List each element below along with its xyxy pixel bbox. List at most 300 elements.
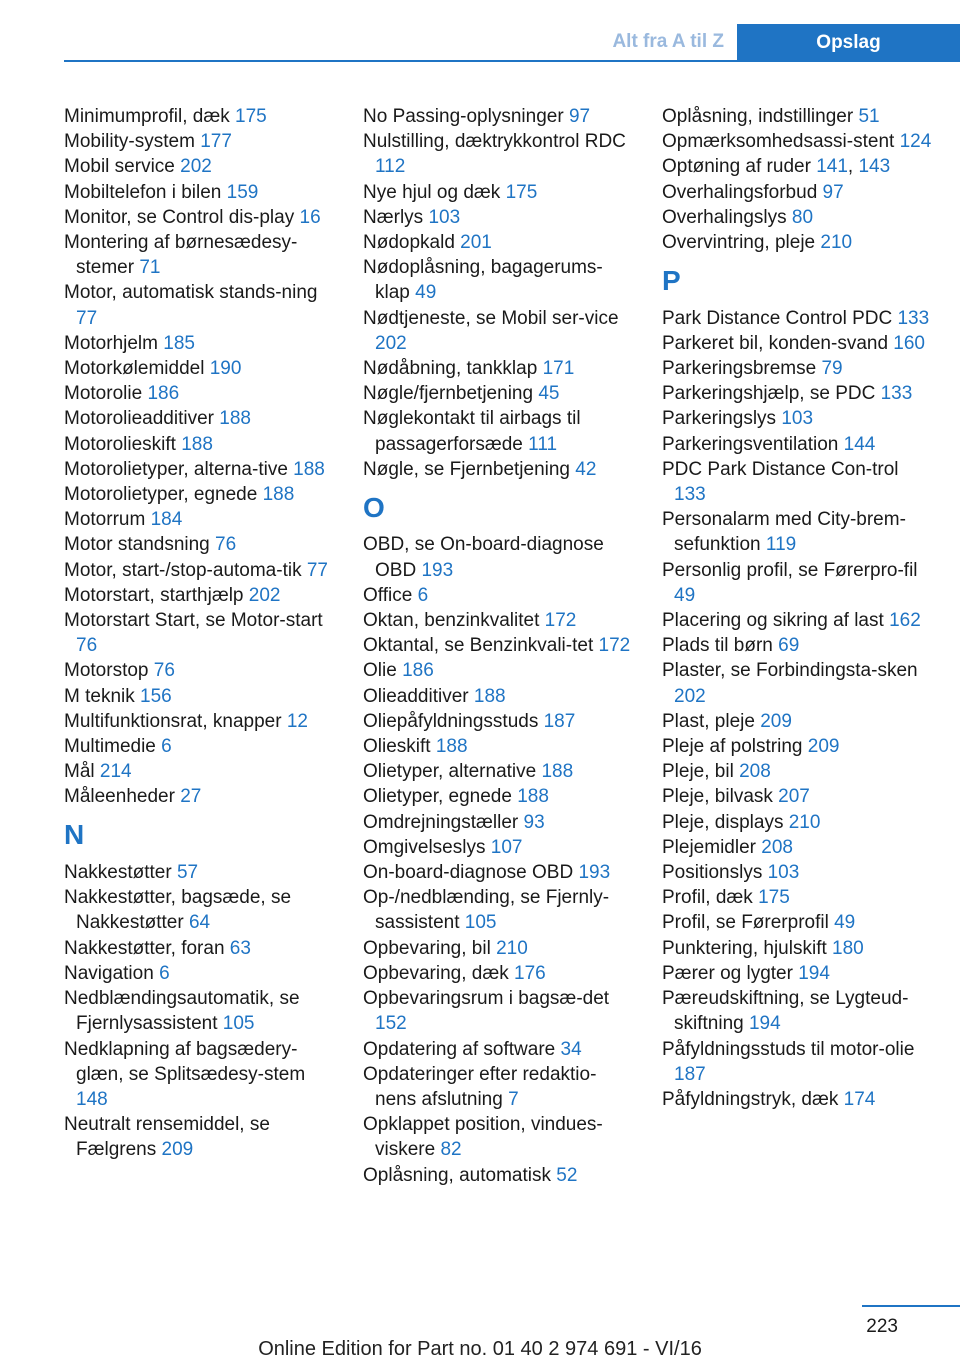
index-entry-term: Olietyper, egnede [363, 786, 512, 808]
page-link[interactable]: 133 [897, 307, 930, 329]
index-entry [363, 356, 633, 381]
index-entry-term: Nakkestøtter, bagsæde, se Nakkestøtter [64, 887, 292, 934]
index-entry-term: Parkeringsventilation [662, 433, 839, 455]
index-entry-term: Mål [64, 761, 95, 783]
index-entry-term: Overhalingsforbud [662, 181, 818, 203]
page-link[interactable]: 144 [843, 433, 876, 455]
page-link[interactable]: 208 [761, 836, 793, 858]
index-entry [64, 684, 332, 709]
index-entry [64, 432, 332, 457]
index-entry-term: Nøglekontakt til airbags til passagerforsæde [363, 408, 581, 455]
index-entry [662, 230, 932, 255]
index-entry-term: Neutralt rensemiddel, se Fælgrens [64, 1114, 270, 1161]
page-link[interactable]: 97 [568, 106, 591, 127]
index-entry [662, 558, 932, 608]
page-link[interactable]: 152 [375, 1013, 407, 1035]
index-entry [662, 961, 932, 986]
page-link[interactable]: 159 [226, 181, 259, 203]
index-entry-term: Montering af børnesædesy-stemer [64, 232, 298, 279]
page-link[interactable]: 76 [76, 635, 98, 657]
index-entry-term: Parkeringshjælp, se PDC [662, 383, 876, 405]
index-entry-term: Profil, dæk [662, 887, 753, 909]
page-link[interactable]: 202 [375, 332, 407, 354]
page-link[interactable]: 209 [161, 1139, 194, 1161]
page-link[interactable]: 187 [674, 1063, 706, 1085]
page-link[interactable]: 76 [215, 534, 237, 556]
index-entry [64, 381, 332, 406]
index-entry [64, 356, 332, 381]
index-entry-term: Måleenheder [64, 786, 175, 808]
index-letter-heading: P [662, 264, 681, 296]
index-entry-term: Olieskift [363, 736, 431, 758]
page-link[interactable]: 174 [843, 1088, 876, 1110]
page-link[interactable]: 6 [161, 736, 172, 758]
page-link[interactable]: 210 [788, 811, 821, 833]
index-entry-term: Profil, se Førerprofil [662, 912, 829, 934]
page-link[interactable]: 172 [598, 635, 631, 657]
index-entry-term: Påfyldningstryk, dæk [662, 1088, 839, 1110]
page-link[interactable]: 209 [807, 736, 840, 758]
index-entry-term: OBD, se On-board-diagnose OBD [363, 534, 604, 581]
index-entry [363, 381, 633, 406]
index-entry-term: Personlig profil, se Førerpro-fil [662, 559, 918, 581]
page-link[interactable]: 51 [858, 106, 880, 127]
page-link[interactable]: 188 [473, 685, 506, 707]
edition-footer: Online Edition for Part no. 01 40 2 974 691 - VI/16 [258, 1338, 702, 1360]
index-entry [363, 1037, 633, 1062]
chapter-tab[interactable]: Opslag [737, 24, 960, 62]
page-link[interactable]: 176 [514, 962, 546, 984]
index-entry-term: Mobility-system [64, 131, 195, 153]
page-link[interactable]: 6 [159, 962, 170, 984]
index-entry-term: Motorolietyper, alterna-tive [64, 458, 288, 480]
index-entry [363, 684, 633, 709]
index-entry-term: Oplåsning, indstillinger [662, 106, 854, 127]
index-entry-term: Nøgle, se Fjernbetjening [363, 458, 570, 480]
page-link[interactable]: 194 [798, 962, 830, 984]
index-entry-term: Opmærksomhedsassi-stent [662, 131, 895, 153]
index-entry [64, 608, 332, 658]
index-entry [662, 104, 932, 129]
index-entry [363, 306, 633, 356]
index-entry-term: Pleje, displays [662, 811, 784, 833]
index-entry-term: Nødopkald [363, 232, 455, 254]
index-entry-term: Pleje af polstring [662, 736, 803, 758]
index-entry [64, 230, 332, 280]
index-entry-term: Opbevaringsrum i bagsæ-det [363, 988, 610, 1010]
page-link[interactable]: 187 [543, 710, 576, 732]
index-entry-term: Nedblændingsautomatik, se Fjernlysassistent [64, 988, 300, 1035]
index-entry [662, 784, 932, 809]
index-entry-term: Opdateringer efter redaktio-nens afslutning [363, 1063, 597, 1110]
index-entry-term: Motorolieskift [64, 433, 176, 455]
page-link[interactable]: 188 [219, 408, 251, 430]
page-link[interactable]: 16 [299, 206, 321, 228]
page-link[interactable]: 103 [767, 862, 800, 884]
index-entry [363, 835, 633, 860]
page-link[interactable]: 188 [541, 761, 574, 783]
index-entry-term: Optøning af ruder [662, 156, 811, 178]
index-entry-term: Omdrejningstæller [363, 811, 519, 833]
page-link[interactable]: 93 [523, 811, 545, 833]
index-entry-term: PDC Park Distance Con-trol [662, 458, 899, 480]
page-link[interactable]: 210 [820, 232, 853, 254]
index-entry [662, 835, 932, 860]
index-letter-heading: N [64, 819, 85, 851]
index-entry-term: Mobil service [64, 156, 175, 178]
index-entry [64, 180, 332, 205]
page-link[interactable]: 49 [415, 282, 437, 304]
index-entry [363, 961, 633, 986]
index-entry [662, 759, 932, 784]
page-link[interactable]: 186 [402, 660, 434, 682]
index-entry-term: Nulstilling, dæktrykkontrol RDC [363, 131, 626, 153]
page-link[interactable]: 141 [816, 156, 848, 178]
index-entry-term: Parkeret bil, konden-svand [662, 332, 889, 354]
index-entry [363, 936, 633, 961]
index-entry [363, 205, 633, 230]
index-column-2 [363, 104, 633, 1188]
index-entry-term: Opdatering af software [363, 1038, 556, 1060]
page-link[interactable]: 208 [739, 761, 771, 783]
index-entry [662, 432, 932, 457]
index-entry [662, 205, 932, 230]
index-entry-term: Overvintring, pleje [662, 232, 816, 254]
index-entry-term: Multifunktionsrat, knapper [64, 710, 282, 732]
page-link[interactable]: 80 [791, 206, 814, 228]
index-entry-term: Navigation [64, 962, 154, 984]
page-link[interactable]: 7 [508, 1088, 519, 1110]
index-entry-term: Nødåbning, tankklap [363, 358, 538, 380]
index-entry-term: Omgivelseslys [363, 836, 486, 858]
index-entry-term: Positionslys [662, 862, 763, 884]
index-entry [662, 457, 932, 507]
page-number: 223 [866, 1316, 898, 1337]
page-link[interactable]: 202 [674, 685, 706, 707]
page-link[interactable]: 186 [147, 383, 180, 405]
index-entry [662, 734, 932, 759]
index-entry [363, 633, 633, 658]
index-entry [64, 482, 332, 507]
index-entry-term: Placering og sikring af last [662, 610, 884, 632]
index-entry-term: Motorhjelm [64, 332, 158, 354]
page-link[interactable]: 175 [505, 181, 538, 203]
index-entry [363, 532, 633, 582]
index-entry [662, 306, 932, 331]
page-link[interactable]: 82 [440, 1139, 462, 1161]
index-entry-term: Nødoplåsning, bagagerums-klap [363, 257, 603, 304]
index-entry-term: Motor standsning [64, 534, 210, 556]
section-tab[interactable]: Alt fra A til Z [612, 31, 724, 52]
index-entry-term: Pærer og lygter [662, 962, 793, 984]
index-entry [662, 608, 932, 633]
index-entry [363, 230, 633, 255]
index-entry [64, 936, 332, 961]
index-entry-term: Oplåsning, automatisk [363, 1164, 551, 1186]
page-link[interactable]: 188 [293, 458, 325, 480]
page-link[interactable]: 49 [674, 584, 696, 606]
index-entry [363, 986, 633, 1036]
index-entry-term: On-board-diagnose OBD [363, 862, 574, 884]
index-entry-term: Motor, start-/stop-automa-tik [64, 559, 302, 581]
index-entry [363, 406, 633, 456]
index-entry [363, 104, 633, 129]
page-link[interactable]: 97 [822, 181, 844, 203]
page-link[interactable]: 12 [286, 710, 308, 732]
page-link[interactable]: 184 [150, 509, 183, 531]
page-link[interactable]: 188 [435, 736, 468, 758]
index-entry [64, 280, 332, 330]
page-link[interactable]: 175 [235, 106, 267, 127]
index-entry-term: Punktering, hjulskift [662, 937, 827, 959]
page-link[interactable]: 201 [460, 232, 492, 254]
index-entry [64, 1037, 332, 1113]
index-entry-term: Overhalingslys [662, 206, 787, 228]
index-entry-term: Påfyldningsstuds til motor-olie [662, 1038, 915, 1060]
index-entry [662, 658, 932, 708]
index-entry-term: Motorrum [64, 509, 146, 531]
page-link[interactable]: 103 [428, 206, 461, 228]
index-entry [363, 583, 633, 608]
page-link[interactable]: 190 [209, 358, 242, 380]
index-entry [64, 507, 332, 532]
page-link[interactable]: 105 [222, 1013, 255, 1035]
index-entry-term: Pæreudskiftning, se Lygteud-skiftning [662, 988, 909, 1035]
page-link[interactable]: 210 [496, 937, 528, 959]
index-entry-term: Opklappet position, vindues-viskere [363, 1114, 603, 1161]
index-entry-term: Nakkestøtter [64, 862, 172, 884]
page-link[interactable]: 202 [248, 584, 281, 606]
index-entry-term: Minimumprofil, dæk [64, 106, 230, 127]
index-entry-term: Pleje, bilvask [662, 786, 773, 808]
page-link[interactable]: 207 [778, 786, 810, 808]
index-entry-term: Oliepåfyldningsstuds [363, 710, 539, 732]
page-link[interactable]: 185 [163, 332, 195, 354]
page-link[interactable]: 156 [140, 685, 172, 707]
index-entry [363, 1112, 633, 1162]
page-link[interactable]: 79 [821, 358, 843, 380]
page-link[interactable]: 180 [832, 937, 864, 959]
index-entry [64, 104, 332, 129]
index-entry-term: Olietyper, alternative [363, 761, 537, 783]
index-entry [64, 709, 332, 734]
page-link[interactable]: 69 [778, 635, 800, 657]
index-entry-term: Opbevaring, bil [363, 937, 491, 959]
index-entry-term: Olie [363, 660, 397, 682]
page-link[interactable]: 175 [758, 887, 790, 909]
index-entry [662, 910, 932, 935]
index-entry-term: Nye hjul og dæk [363, 181, 501, 203]
index-entry [363, 1062, 633, 1112]
index-entry-term: Motorolieadditiver [64, 408, 214, 430]
index-entry-term: Motorstart Start, se Motor-start [64, 610, 323, 632]
index-entry [662, 356, 932, 381]
index-entry [363, 709, 633, 734]
page-link[interactable]: 162 [889, 610, 921, 632]
index-entry-term: Plejemidler [662, 836, 756, 858]
page-link[interactable]: 103 [781, 408, 814, 430]
index-entry-term: Nøgle/fjernbetjening [363, 383, 534, 405]
page-link[interactable]: 172 [544, 610, 577, 632]
index-entry [662, 381, 932, 406]
page-link[interactable]: 202 [180, 156, 212, 178]
page-link[interactable]: 188 [517, 786, 549, 808]
index-entry [64, 406, 332, 431]
index-letter-heading: O [363, 491, 385, 523]
footer-rule [862, 1305, 960, 1307]
index-entry [662, 810, 932, 835]
page-link[interactable]: 6 [417, 584, 429, 606]
index-entry [662, 1087, 932, 1112]
page-link[interactable]: 194 [748, 1013, 781, 1035]
index-entry [64, 658, 332, 683]
page-link[interactable]: 105 [464, 912, 497, 934]
index-entry-term: Olieadditiver [363, 685, 469, 707]
index-entry [662, 885, 932, 910]
page-link[interactable]: 77 [76, 307, 98, 329]
index-entry-term: Nedklapning af bagsædery-glæn, se Splitsædesy-stem [64, 1038, 306, 1085]
index-entry-term: Oktantal, se Benzinkvali-tet [363, 635, 594, 657]
page-link[interactable]: 27 [180, 786, 202, 808]
index-entry [64, 129, 332, 154]
page-link[interactable]: 133 [674, 484, 706, 506]
page-link[interactable]: 57 [176, 862, 199, 884]
index-entry [662, 709, 932, 734]
page-link[interactable]: 45 [538, 383, 560, 405]
page-link[interactable]: 214 [99, 761, 132, 783]
page-link[interactable]: 64 [188, 912, 211, 934]
page-link[interactable]: 112 [375, 156, 406, 178]
page-link[interactable]: 77 [306, 559, 328, 581]
page-link[interactable]: 52 [556, 1164, 578, 1186]
index-entry [64, 205, 332, 230]
index-entry-term: Nærlys [363, 206, 424, 228]
index-column-3 [662, 104, 932, 1112]
index-entry [64, 331, 332, 356]
index-entry-term: Multimedie [64, 736, 156, 758]
index-entry [64, 986, 332, 1036]
index-entry-term: Nødtjeneste, se Mobil ser-vice [363, 307, 619, 329]
index-entry-term: Motor, automatisk stands-ning [64, 282, 318, 304]
index-entry-term: Motorolietyper, egnede [64, 484, 258, 506]
page-link[interactable]: 143 [858, 156, 891, 178]
index-entry-term: Personalarm med City-brem-sefunktion [662, 509, 906, 556]
page-link[interactable]: 124 [899, 131, 932, 153]
index-entry [64, 759, 332, 784]
index-column-1 [64, 104, 332, 1163]
index-entry [64, 154, 332, 179]
index-entry [363, 608, 633, 633]
index-entry-term: Pleje, bil [662, 761, 734, 783]
page-link[interactable]: 63 [229, 937, 251, 959]
index-entry [64, 784, 332, 809]
page-link[interactable]: 42 [575, 458, 597, 480]
index-entry [662, 507, 932, 557]
page-separator: , [847, 156, 854, 178]
page-link[interactable]: 34 [560, 1038, 582, 1060]
index-entry [64, 734, 332, 759]
index-entry-term: Nakkestøtter, foran [64, 937, 225, 959]
index-entry-term: Plast, pleje [662, 710, 755, 732]
index-entry [363, 759, 633, 784]
index-entry [64, 583, 332, 608]
index-entry-term: Opbevaring, dæk [363, 962, 509, 984]
page-link[interactable]: 193 [421, 559, 454, 581]
page-link[interactable]: 188 [181, 433, 213, 455]
index-entry [363, 860, 633, 885]
page-link[interactable]: 171 [542, 358, 575, 380]
index-entry [662, 180, 932, 205]
index-entry [363, 810, 633, 835]
index-entry [64, 1112, 332, 1162]
page-link[interactable]: 209 [760, 710, 792, 732]
page-link[interactable]: 119 [765, 534, 797, 556]
page-link[interactable]: 49 [834, 912, 856, 934]
index-entry [64, 860, 332, 885]
index-entry [64, 558, 332, 583]
index-entry-term: Motorkølemiddel [64, 358, 205, 380]
index-entry [662, 936, 932, 961]
index-entry-term: Monitor, se Control dis-play [64, 206, 295, 228]
index-entry-term: Park Distance Control PDC [662, 307, 893, 329]
index-entry-term: Motorstart, starthjælp [64, 584, 244, 606]
page-link[interactable]: 133 [880, 383, 913, 405]
page-link[interactable]: 76 [153, 660, 175, 682]
index-entry [363, 180, 633, 205]
page-link[interactable]: 71 [139, 257, 161, 279]
page-link[interactable]: 111 [528, 433, 558, 455]
index-entry [662, 154, 932, 179]
index-entry [662, 986, 932, 1036]
index-entry-term: Mobiltelefon i bilen [64, 181, 222, 203]
index-entry-term: Motorolie [64, 383, 143, 405]
page-link[interactable]: 188 [262, 484, 295, 506]
index-entry-term: Plads til børn [662, 635, 773, 657]
index-entry-term: Parkeringsbremse [662, 358, 817, 380]
index-entry [363, 734, 633, 759]
page-link[interactable]: 107 [490, 836, 523, 858]
index-entry [363, 658, 633, 683]
index-entry [662, 331, 932, 356]
index-entry [64, 885, 332, 935]
index-entry [662, 860, 932, 885]
index-entry [64, 457, 332, 482]
index-entry-term: Plaster, se Forbindingsta-sken [662, 660, 918, 682]
index-entry [64, 961, 332, 986]
index-entry [363, 1163, 633, 1188]
index-entry [363, 255, 633, 305]
index-entry [662, 406, 932, 431]
page-link[interactable]: 160 [893, 332, 925, 354]
index-entry [662, 1037, 932, 1087]
index-entry [662, 129, 932, 154]
page-link[interactable]: 177 [200, 131, 232, 153]
index-entry-term: Op-/nedblænding, se Fjernly-sassistent [363, 887, 610, 934]
index-entry-term: No Passing-oplysninger [363, 106, 564, 127]
index-entry-term: Parkeringslys [662, 408, 777, 430]
index-entry [363, 784, 633, 809]
index-entry [363, 885, 633, 935]
page-link[interactable]: 148 [76, 1088, 108, 1110]
index-entry [662, 633, 932, 658]
index-entry-term: Motorstop [64, 660, 149, 682]
index-entry [64, 532, 332, 557]
index-entry-term: M teknik [64, 685, 135, 707]
index-entry [363, 129, 633, 179]
page-link[interactable]: 193 [578, 862, 611, 884]
index-entry-term: Oktan, benzinkvalitet [363, 610, 540, 632]
index-entry-term: Office [363, 584, 413, 606]
